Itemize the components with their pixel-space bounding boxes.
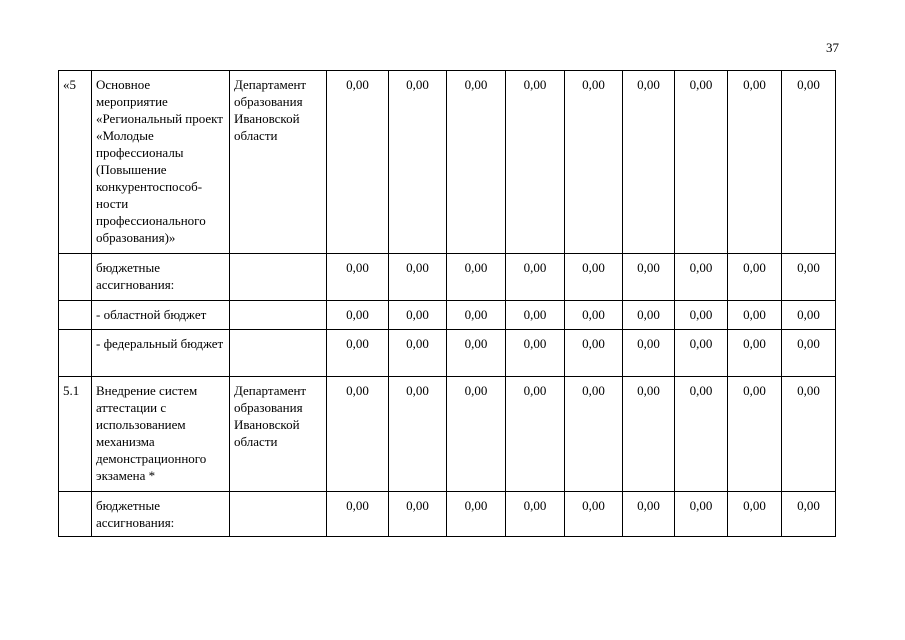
value-cell: 0,00 xyxy=(728,492,782,537)
value-cell: 0,00 xyxy=(565,254,623,301)
value-cell: 0,00 xyxy=(327,254,389,301)
value-cell: 0,00 xyxy=(447,492,506,537)
row-name-cell: бюджетные ассигнования: xyxy=(92,492,230,537)
value-cell: 0,00 xyxy=(506,71,565,254)
value-cell: 0,00 xyxy=(389,254,447,301)
row-number-cell: «5 xyxy=(59,71,92,254)
value-cell: 0,00 xyxy=(623,71,675,254)
value-cell: 0,00 xyxy=(623,377,675,492)
table-row xyxy=(59,301,836,330)
value-cell: 0,00 xyxy=(728,330,782,377)
row-executor-cell xyxy=(230,492,327,537)
value-cell: 0,00 xyxy=(675,492,728,537)
value-cell: 0,00 xyxy=(447,301,506,330)
value-cell: 0,00 xyxy=(327,301,389,330)
value-cell: 0,00 xyxy=(447,330,506,377)
row-executor-cell xyxy=(230,254,327,301)
value-cell: 0,00 xyxy=(327,492,389,537)
row-name-cell: бюджетные ассигнования: xyxy=(92,254,230,301)
value-cell: 0,00 xyxy=(327,330,389,377)
row-executor-cell: Департамент образования Ивановской области xyxy=(230,71,327,254)
value-cell: 0,00 xyxy=(389,301,447,330)
row-executor-cell xyxy=(230,301,327,330)
budget-table xyxy=(58,70,836,537)
value-cell: 0,00 xyxy=(389,71,447,254)
value-cell: 0,00 xyxy=(506,330,565,377)
table-row xyxy=(59,492,836,537)
value-cell: 0,00 xyxy=(675,377,728,492)
value-cell: 0,00 xyxy=(565,492,623,537)
value-cell: 0,00 xyxy=(782,301,836,330)
value-cell: 0,00 xyxy=(327,377,389,492)
value-cell: 0,00 xyxy=(728,254,782,301)
value-cell: 0,00 xyxy=(447,254,506,301)
value-cell: 0,00 xyxy=(782,377,836,492)
value-cell: 0,00 xyxy=(782,71,836,254)
row-number-cell xyxy=(59,254,92,301)
row-executor-cell: Департамент образования Ивановской области xyxy=(230,377,327,492)
value-cell: 0,00 xyxy=(447,377,506,492)
row-name-cell: - областной бюджет xyxy=(92,301,230,330)
value-cell: 0,00 xyxy=(728,377,782,492)
value-cell: 0,00 xyxy=(506,301,565,330)
row-name-cell: Основное мероприятие «Региональный проект «Молодые профессионалы (Повышение конкурентоспособ-ности профессионального образования)» xyxy=(92,71,230,254)
value-cell: 0,00 xyxy=(782,492,836,537)
value-cell: 0,00 xyxy=(389,377,447,492)
value-cell: 0,00 xyxy=(675,330,728,377)
value-cell: 0,00 xyxy=(506,377,565,492)
row-name-cell: - федеральный бюджет xyxy=(92,330,230,377)
value-cell: 0,00 xyxy=(506,254,565,301)
row-executor-cell xyxy=(230,330,327,377)
value-cell: 0,00 xyxy=(675,71,728,254)
value-cell: 0,00 xyxy=(728,301,782,330)
value-cell: 0,00 xyxy=(389,492,447,537)
table-row xyxy=(59,254,836,301)
row-number-cell: 5.1 xyxy=(59,377,92,492)
value-cell: 0,00 xyxy=(506,492,565,537)
value-cell: 0,00 xyxy=(389,330,447,377)
row-name-cell: Внедрение систем аттестации с использованием механизма демонстрационного экзамена * xyxy=(92,377,230,492)
table-row xyxy=(59,377,836,492)
value-cell: 0,00 xyxy=(782,254,836,301)
value-cell: 0,00 xyxy=(623,301,675,330)
value-cell: 0,00 xyxy=(623,330,675,377)
value-cell: 0,00 xyxy=(782,330,836,377)
value-cell: 0,00 xyxy=(565,377,623,492)
value-cell: 0,00 xyxy=(565,330,623,377)
row-number-cell xyxy=(59,301,92,330)
value-cell: 0,00 xyxy=(623,492,675,537)
value-cell: 0,00 xyxy=(327,71,389,254)
table-row xyxy=(59,330,836,377)
value-cell: 0,00 xyxy=(675,254,728,301)
row-number-cell xyxy=(59,330,92,377)
row-number-cell xyxy=(59,492,92,537)
value-cell: 0,00 xyxy=(675,301,728,330)
table-row xyxy=(59,71,836,254)
value-cell: 0,00 xyxy=(565,301,623,330)
value-cell: 0,00 xyxy=(623,254,675,301)
value-cell: 0,00 xyxy=(565,71,623,254)
page-number: 37 xyxy=(826,40,839,55)
value-cell: 0,00 xyxy=(728,71,782,254)
value-cell: 0,00 xyxy=(447,71,506,254)
